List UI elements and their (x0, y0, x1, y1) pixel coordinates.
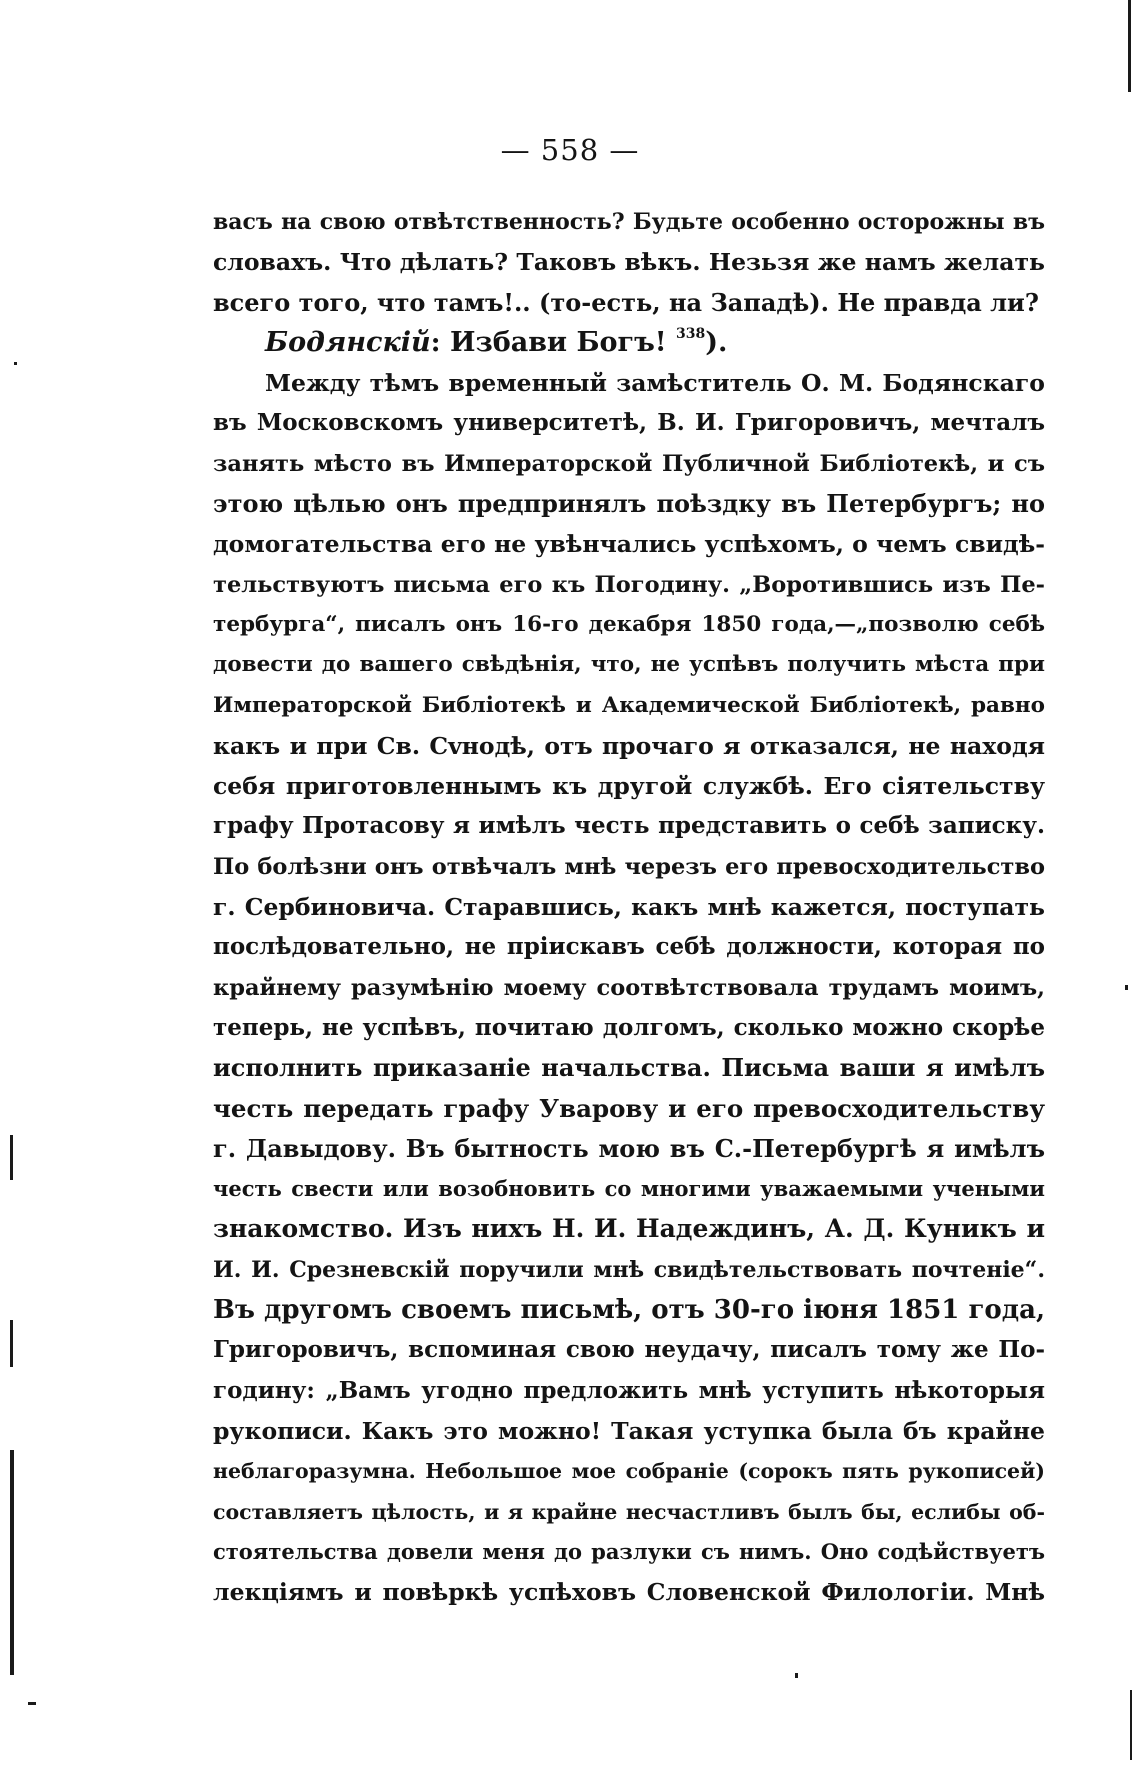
text-line: стоятельства довели меня до разлуки съ нимъ. Оно содѣйствуетъ (213, 1538, 1045, 1564)
paragraph-first-line: Между тѣмъ временный замѣститель О. М. Бодянскаго (265, 369, 1045, 398)
text-line: составляетъ цѣлость, и я крайне несчастливъ былъ бы, еслибы об- (213, 1499, 1045, 1524)
text-line: Въ другомъ своемъ письмѣ, отъ 30-го іюня 1851 года, (213, 1295, 1045, 1326)
text-line: въ Московскомъ университетѣ, В. И. Григоровичъ, мечталъ (213, 409, 1045, 437)
scan-speck (1125, 985, 1128, 990)
speaker-line (213, 323, 1045, 363)
scan-speck (28, 1702, 36, 1705)
scan-margin-mark (10, 1135, 13, 1180)
scan-speck (795, 1673, 798, 1678)
scan-edge-mark (1128, 0, 1131, 92)
text-line: неблагоразумна. Небольшое мое собраніе (сорокъ пять рукописей) (213, 1459, 1045, 1484)
text-line: себя приготовленнымъ къ другой службѣ. Его сіятельству (213, 772, 1045, 801)
text-line: годину: „Вамъ угодно предложить мнѣ уступить нѣкоторыя (213, 1376, 1045, 1404)
speaker-name: Бодянскій (265, 326, 431, 358)
text-line: послѣдовательно, не пріискавъ себѣ должности, которая по (213, 933, 1045, 961)
text-line: графу Протасову я имѣлъ честь представить о себѣ записку. (213, 812, 1045, 840)
text-line: довести до вашего свѣдѣнія, что, не успѣвъ получить мѣста при (213, 652, 1045, 678)
text-line: И. И. Срезневскій поручили мнѣ свидѣтельствовать почтеніе“. (213, 1256, 1045, 1283)
text-line: рукописи. Какъ это можно! Такая уступка была бъ крайне (213, 1416, 1045, 1445)
text-line: этою цѣлью онъ предпринялъ поѣздку въ Петербургъ; но (213, 489, 1045, 519)
text-line: тельствуютъ письма его къ Погодину. „Воротившись изъ Пе- (213, 571, 1045, 598)
text-line: г. Давыдову. Въ бытность мою въ С.-Петербургѣ я имѣлъ (213, 1133, 1045, 1163)
page-number: — 558 — (500, 133, 640, 167)
body-text (213, 202, 1045, 1612)
speaker-quote-end: ). (705, 326, 728, 358)
scan-speck (14, 362, 17, 365)
text-line: всего того, что тамъ!.. (то-есть, на Западѣ). Не правда ли? (213, 287, 1039, 317)
text-line: крайнему разумѣнію моему соотвѣтствовала трудамъ моимъ, (213, 974, 1045, 1001)
text-line: домогательства его не увѣнчались успѣхомъ, о чемъ свидѣ- (213, 530, 1045, 559)
text-line: Григоровичъ, вспоминая свою неудачу, писалъ тому же По- (213, 1336, 1045, 1364)
text-line: г. Сербиновича. Старавшись, какъ мнѣ кажется, поступать (213, 893, 1045, 922)
text-line: честь свести или возобновить со многими уважаемыми учеными (213, 1176, 1045, 1202)
text-line: По болѣзни онъ отвѣчалъ мнѣ черезъ его превосходительство (213, 853, 1045, 880)
text-line: честь передать графу Уварову и его превосходительству (213, 1093, 1045, 1123)
text-line: знакомство. Изъ нихъ Н. И. Надеждинъ, А. Д. Куникъ и (213, 1214, 1045, 1244)
text-line: занять мѣсто въ Императорской Публичной Библіотекѣ, и съ (213, 450, 1045, 477)
scan-margin-mark (10, 1320, 13, 1367)
scan-margin-mark (10, 1450, 14, 1675)
text-line: словахъ. Что дѣлать? Таковъ вѣкъ. Незьзя же намъ желать (213, 248, 1045, 277)
text-line: лекціямъ и повѣркѣ успѣховъ Словенской Филологіи. Мнѣ (213, 1578, 1045, 1607)
speaker-quote: : Избави Богъ! (430, 326, 667, 358)
text-line: теперь, не успѣвъ, почитаю долгомъ, сколько можно скорѣе (213, 1013, 1045, 1041)
text-line: Императорской Библіотекѣ и Академической Библіотекѣ, равно (213, 692, 1045, 718)
footnote-ref: 338 (676, 325, 706, 342)
scan-edge-mark (1130, 1690, 1132, 1760)
text-line: исполнить приказаніе начальства. Письма ваши я имѣлъ (213, 1053, 1045, 1083)
text-line: какъ и при Св. Сvнодѣ, отъ прочаго я отказался, не находя (213, 731, 1045, 760)
text-line: васъ на свою отвѣтственность? Будьте особенно осторожны въ (213, 209, 1045, 235)
text-line: тербурга“, писалъ онъ 16-го декабря 1850 года,—„позволю себѣ (213, 611, 1045, 637)
